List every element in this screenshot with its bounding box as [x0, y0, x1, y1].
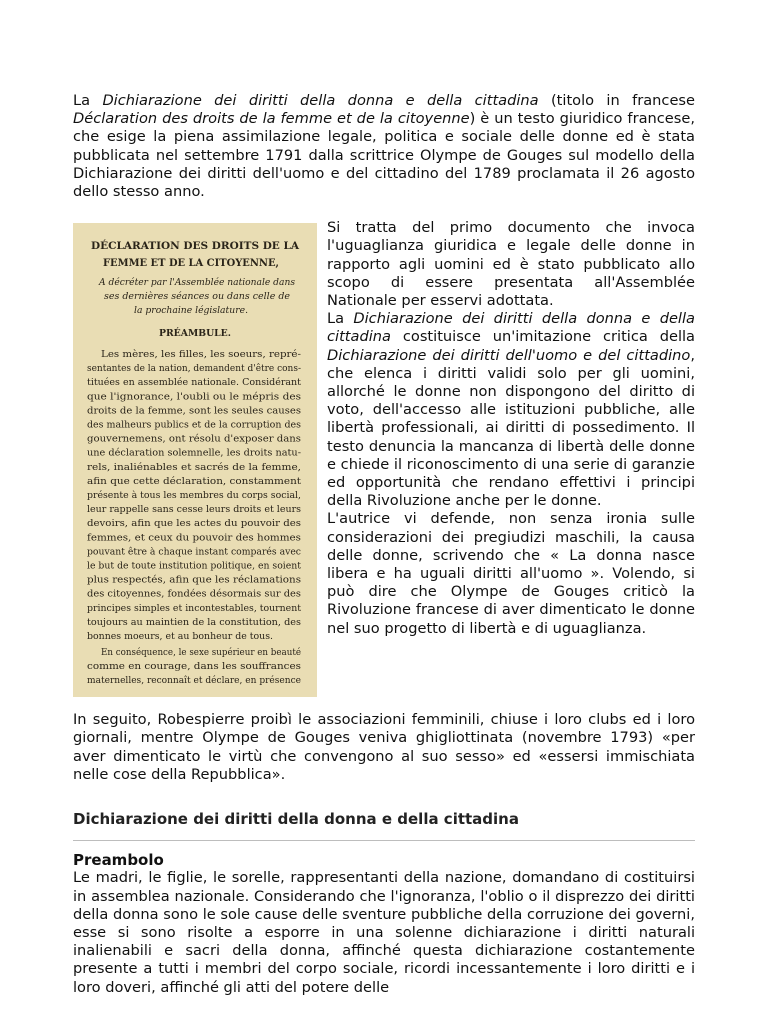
preambolo-heading: Preambolo — [73, 851, 164, 870]
scan-text-line: pouvant être à chaque instant comparés avec — [87, 547, 295, 558]
side-paragraph-1: Si tratta del primo documento che invoca l'uguaglianza giuridica e legale delle donne in rapporto agli uomini ed è stato pubblicato allo scopo di essere presentata all'Assemblée Nationale per esservi adottata. — [327, 219, 695, 310]
side-title-italic: Dichiarazione dei diritti della donna e della cittadina — [327, 310, 695, 346]
scan-subheading: la prochaine législature. — [134, 306, 246, 317]
scan-text-line: maternelles, reconnaît et déclare, en présence — [87, 676, 301, 687]
scan-text-line: le but de toute institution politique, en soient — [87, 561, 302, 572]
scan-text-line: Les mères, les filles, les soeurs, repré- — [101, 350, 277, 361]
scan-text-line: une déclaration solemnelle, les droits natu- — [87, 448, 285, 459]
document-page — [73, 92, 695, 997]
side-text — [327, 219, 695, 638]
scan-text-line: afin que cette déclaration, constamment — [87, 477, 272, 488]
intro-text: (titolo in francese — [538, 92, 695, 109]
scan-text-line: que l'ignorance, l'oubli ou le mépris des — [87, 392, 270, 403]
side-text-span: , che elenca i diritti validi solo per gli uomini, allorché le donne non dispongono del diritto di voto, dell'accesso alle istituzioni pubbliche, alle libertà professionali, ai diritti di possedimento. Il testo denuncia la mancanza di libertà delle donne e chiede il riconoscimento di una serie di garanzie ed opportunità che rendano effettivi i principi della Rivoluzione anche per le donne. — [327, 346, 695, 510]
robespierre-paragraph: In seguito, Robespierre proibì le associazioni femminili, chiuse i loro clubs ed i loro giornali, mentre Olympe de Gouges veniva ghigliottinata (novembre 1793) «per aver dimenticato le virtù che convengono al suo sesso» ed «essersi immischiata nelle cose della Repubblica». — [73, 711, 695, 783]
scan-text-line: gouvernemens, ont résolu d'exposer dans — [87, 434, 278, 445]
side-title-italic: Dichiarazione dei diritti dell'uomo e del cittadino — [327, 346, 691, 364]
scan-text-line: droits de la femme, sont les seules causes — [87, 406, 302, 417]
scan-subheading: ses dernières séances ou dans celle de — [104, 292, 281, 303]
side-text-span: costituisce un'imitazione critica della — [390, 328, 695, 346]
side-paragraph-3: L'autrice vi defende, non senza ironia sulle considerazioni dei pregiudizi maschili, la causa delle donne, scrivendo che « La donna nasce libera e ha uguali diritti all'uomo ». Volendo, si può dire che Olympe de Gouges criticò la Rivoluzione francese di aver dimenticato le donne nel suo progetto di libertà e di uguaglianza. — [327, 510, 695, 637]
scan-image — [73, 223, 317, 697]
scan-preamble-title: PRÉAMBULE. — [159, 329, 229, 340]
historical-document-scan — [73, 223, 317, 697]
intro-text: La — [73, 92, 103, 109]
scan-text-line: tituées en assemblée nationale. Considérant — [87, 378, 290, 389]
scan-text-line: principes simples et incontestables, tournent — [87, 604, 302, 615]
scan-subheading: A décréter par l'Assemblée nationale dans — [99, 278, 293, 289]
scan-text-line: présente à tous les membres du corps social, — [87, 491, 293, 502]
content-row — [73, 219, 695, 697]
scan-text-line: leur rappelle sans cesse leurs droits et leurs — [87, 505, 302, 516]
intro-title-italian: Dichiarazione dei diritti della donna e della cittadina — [102, 92, 539, 109]
scan-text-line: femmes, et ceux du pouvoir des hommes — [87, 533, 302, 544]
scan-text-line: plus respectés, afin que les réclamations — [87, 575, 274, 586]
side-paragraph-2 — [327, 310, 695, 510]
scan-text-line: des citoyennes, fondées désormais sur des — [87, 589, 282, 600]
scan-text-line: sentantes de la nation, demandent d'être cons- — [87, 364, 302, 375]
scan-text-line: devoirs, afin que les actes du pouvoir des — [87, 519, 302, 530]
scan-text-line: bonnes moeurs, et au bonheur de tous. — [87, 632, 274, 643]
scan-text-line: rels, inaliénables et sacrés de la femme, — [87, 463, 271, 474]
section-title: Dichiarazione dei diritti della donna e della cittadina — [73, 810, 695, 841]
intro-text: ) è un testo giuridico francese, che esige la piena assimilazione legale, politica e sociale delle donne ed è stata pubblicata nel settembre 1791 dalla scrittrice Olympe de Gouges sul modello della Dichiarazione dei diritti dell'uomo e del cittadino del 1789 proclamata il 26 agosto dello stesso anno. — [73, 110, 695, 201]
scan-text-line: toujours au maintien de la constitution, des — [87, 618, 302, 629]
scan-heading: DÉCLARATION DES DROITS DE LA — [91, 240, 300, 253]
preambolo-paragraph: Le madri, le figlie, le sorelle, rappresentanti della nazione, domandano di costituirsi in assemblea nazionale. Considerando che l'ignoranza, l'oblio o il disprezzo dei diritti della donna sono le sole cause delle sventure pubbliche della corruzione dei governi, esse si sono risolte a esporre in una solenne dichiarazione i diritti naturali inalienabili e sacri della donna, affinché questa dichiarazione costantemente presente a tutti i membri del corpo sociale, ricordi incessantemente i loro diritti e i loro doveri, affinché gli atti del potere delle — [73, 869, 695, 996]
scan-text-line: En conséquence, le sexe supérieur en beauté — [101, 648, 308, 659]
scan-text-line: des malheurs publics et de la corruption des — [87, 420, 302, 431]
intro-title-french: Déclaration des droits de la femme et de la citoyenne — [73, 110, 470, 128]
scan-text-line: comme en courage, dans les souffrances — [87, 662, 302, 673]
scan-heading: FEMME ET DE LA CITOYENNE, — [103, 257, 279, 270]
intro-paragraph — [73, 92, 695, 201]
side-text-span: La — [327, 310, 354, 328]
